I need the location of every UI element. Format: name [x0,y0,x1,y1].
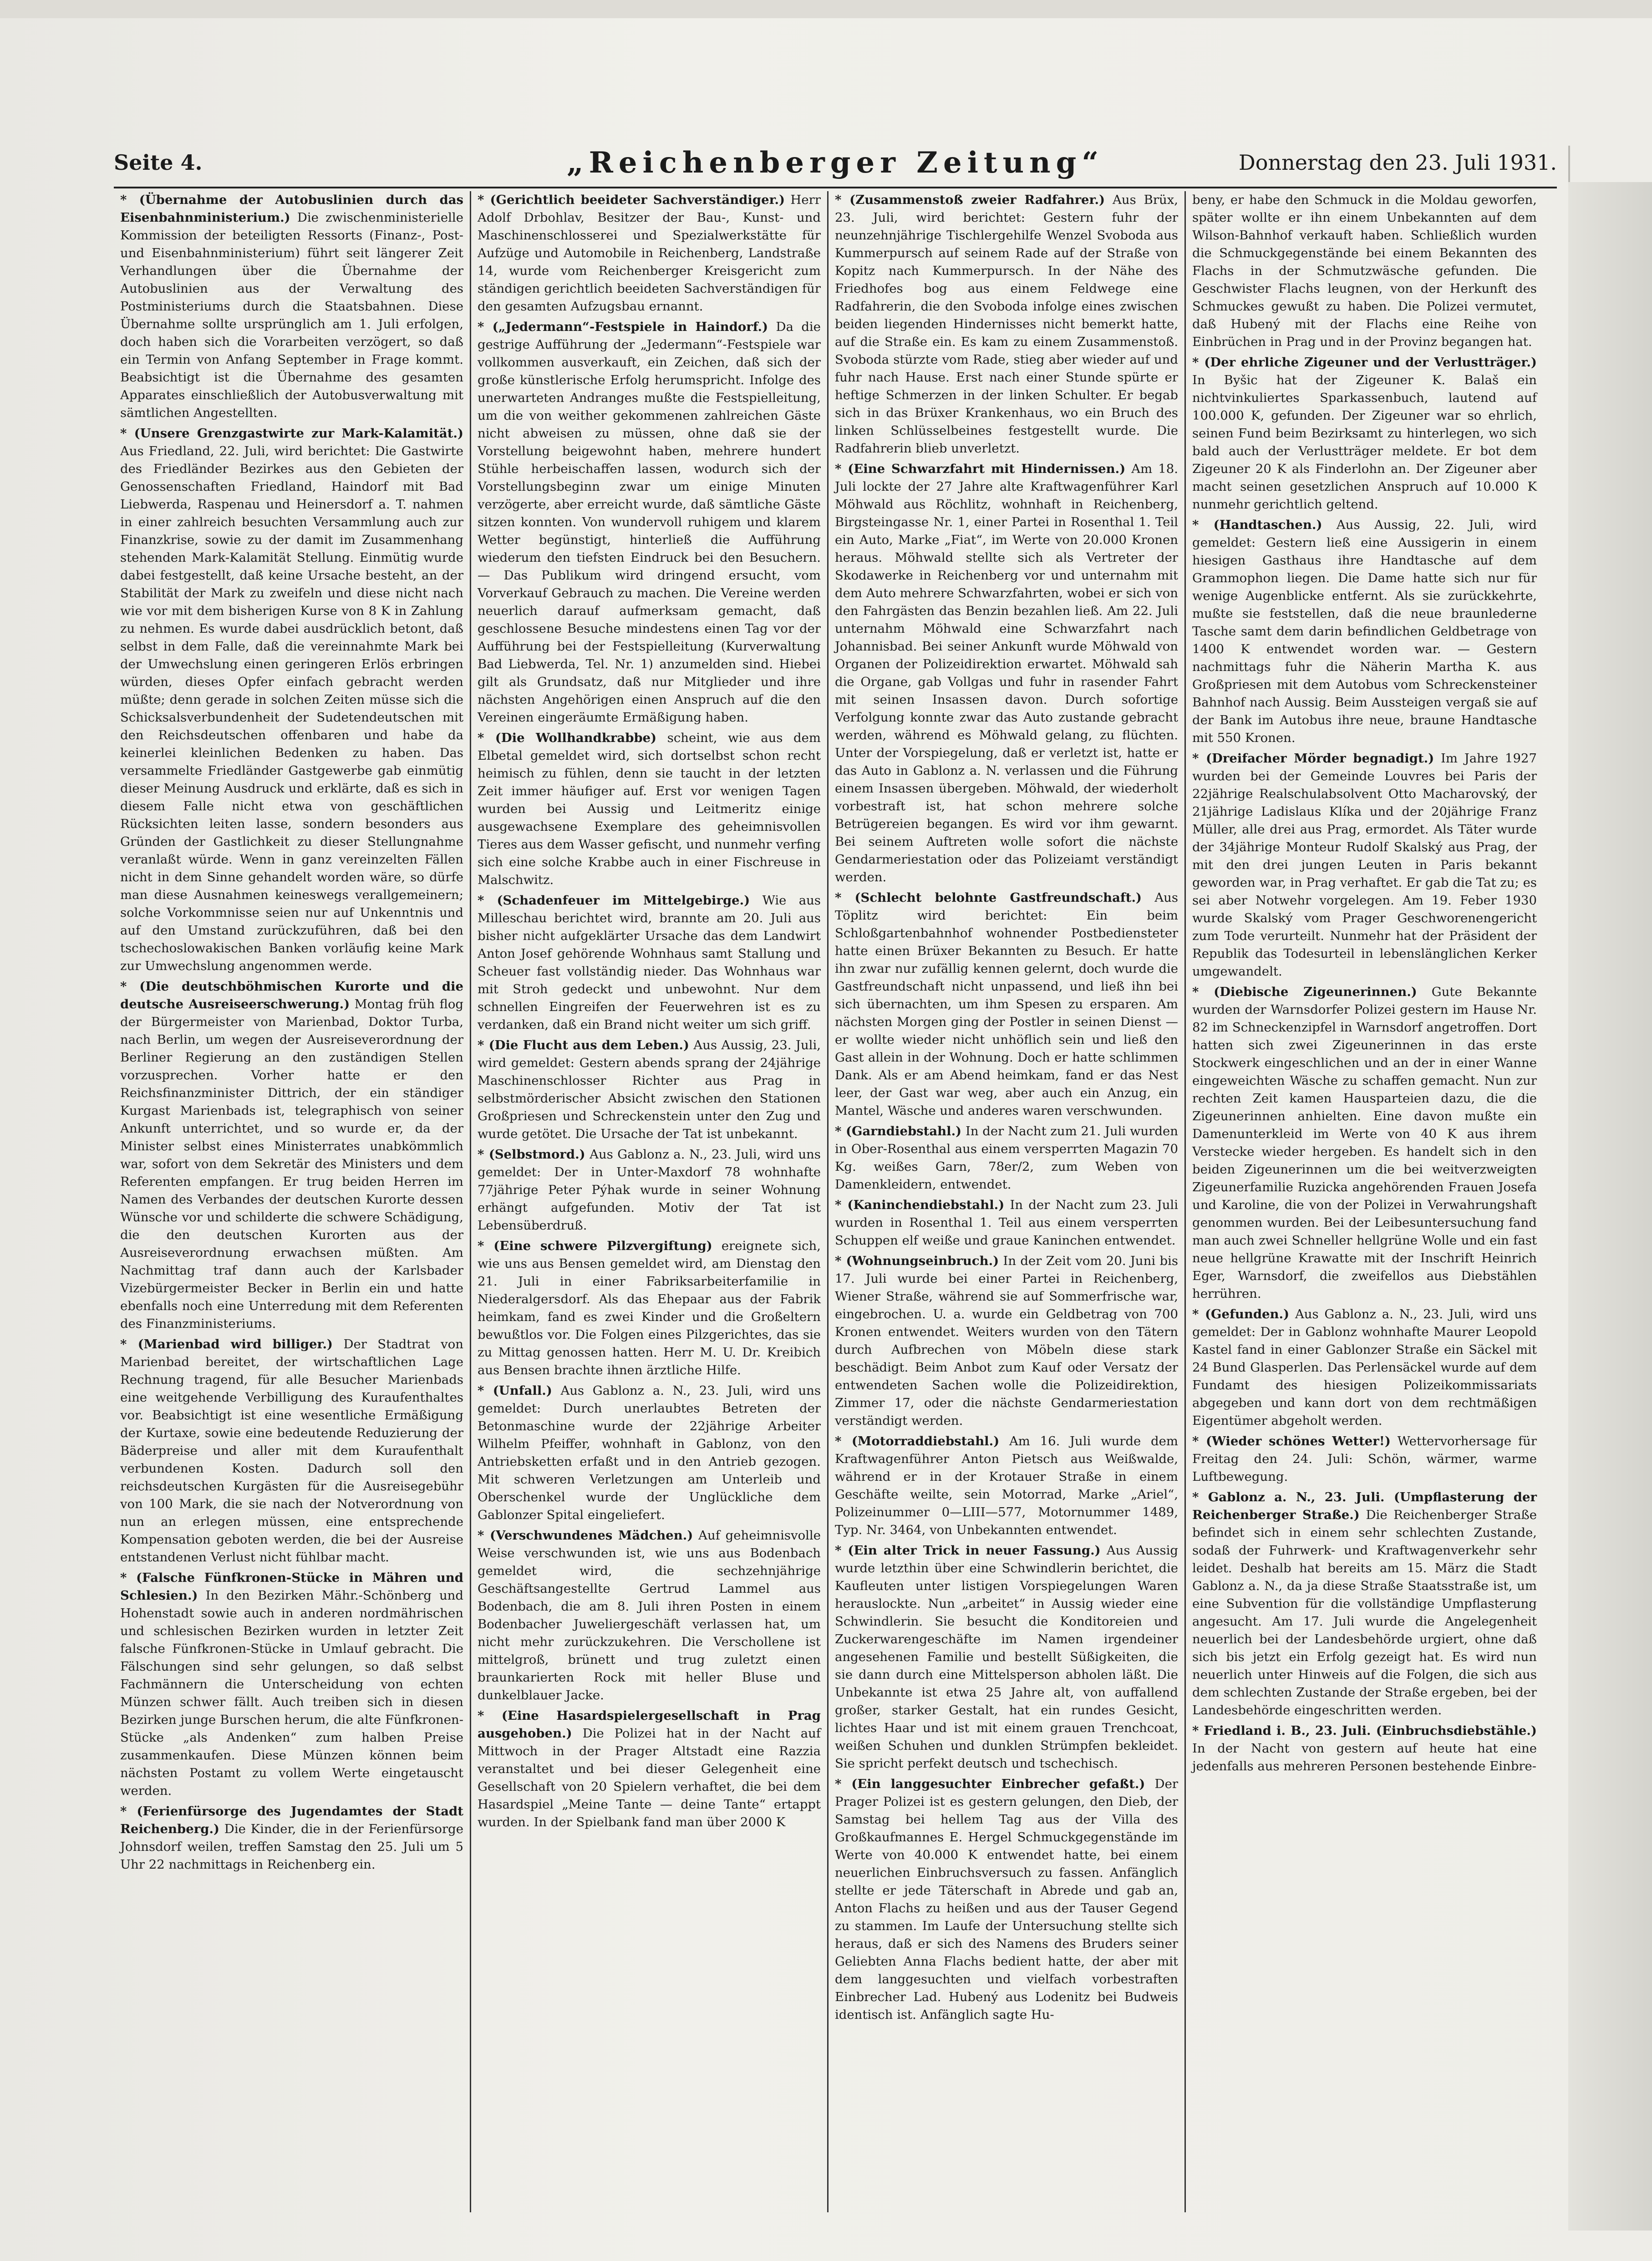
news-item [835,1123,1178,1194]
news-item-headline: * (Handtaschen.) [1192,518,1322,532]
news-item-body: Der Prager Polizei ist es gestern gelungen, den Dieb, der Samstag bei hellem Tag aus der Villa des Großkaufmannes E. Hergel Schmuckgegenstände im Werte von 40.000 K entwendet hatte, bei einem neuerlichen Einbruchsversuch zu fassen. Anfänglich stellte er jede Täterschaft in Abrede und gab an, Anton Flachs zu heißen und aus der Tauser Gegend zu stammen. Im Laufe der Untersuchung stellte sich heraus, daß er sich des Namens des Bruders seiner Geliebten Anna Flachs bedient hatte, der aber mit dem langgesuchten und vielfach vorbestraften Einbrecher Lad. Hubený aus Lodenitz bei Budweis identisch ist. Anfänglich sagte Hu- [835,1777,1178,2022]
news-item [1192,1489,1537,1719]
adjacent-page-edge [1568,182,1652,2231]
news-item-headline: * (Der ehrliche Zigeuner und der Verlustträger.) [1192,355,1537,370]
news-item [1192,516,1537,747]
columns [114,191,1557,2212]
news-item-body: Die Polizei hat in der Nacht auf Mittwoch in der Prager Altstadt eine Razzia veranstaltet und bei dieser Gelegenheit eine Gesellschaft von 20 Spielern verhaftet, die bei dem Hasardspiel „Meine Tante — deine Tante“ ertappt wurden. In der Spielbank fand man über 2000 K [478,1726,821,1829]
news-item [835,460,1178,886]
news-item-body: Die Kinder, die in der Ferienfürsorge Johnsdorf weilen, treffen Samstag den 25. Juli um 5 Uhr 22 nachmittags in Reichenberg ein. [120,1822,463,1872]
news-item-headline: * (Gerichtlich beeideter Sachverständiger.) [478,193,785,207]
news-item-body: Am 18. Juli lockte der 27 Jahre alte Kraftwagenführer Karl Möhwald aus Röchlitz, wohnhaft in Reichenberg, Birgsteingasse Nr. 1, einer Partei in Rosenthal 1. Teil ein Auto, Marke „Fiat“, im Werte von 20.000 Kronen heraus. Möhwald stellte sich als Vertreter der Skodawerke in Reichenberg vor und unternahm mit dem Auto mehrere Schwarzfahrten, wobei er sich von den Fahrgästen das Benzin bezahlen ließ. Am 22. Juli unternahm Möhwald eine Schwarzfahrt nach Johannisbad. Bei seiner Ankunft wurde Möhwald von Organen der Polizeidirektion erwartet. Möhwald sah die Organe, gab Vollgas und fuhr in rasender Fahrt mit seinen Insassen davon. Durch sofortige Verfolgung konnte zwar das Auto zustande gebracht werden, während es Möhwald gelang, zu flüchten. Unter der Vorspiegelung, daß er verletzt ist, hatte er das Auto in Gablonz a. N. verlassen und die Führung einem Insassen übergeben. Möhwald, der wiederholt vorbestraft ist, hat schon mehrere solche Betrügereien begangen. Es wird vor ihm gewarnt. Bei seinem Auftreten wolle sofort die nächste Gendarmeriestation oder das Polizeiamt verständigt werden. [835,462,1178,884]
news-item-headline: * (Eine Schwarzfahrt mit Hindernissen.) [835,462,1125,476]
news-item [478,1037,821,1143]
news-item [478,1382,821,1524]
news-item [120,1336,463,1566]
news-item [835,1433,1178,1539]
news-item-headline: * (Wohnungseinbruch.) [835,1254,999,1268]
news-item [478,1237,821,1379]
news-item-headline: * (Kaninchendiebstahl.) [835,1198,1004,1212]
news-item [120,425,463,975]
news-item [120,978,463,1333]
news-item [1192,1306,1537,1430]
news-item [120,1569,463,1800]
news-item-headline: * (Unfall.) [478,1383,552,1398]
news-item-body: Auf geheimnisvolle Weise verschwunden ist, wie uns aus Bodenbach gemeldet wird, die sechzehnjährige Geschäftsangestellte Gertrud Lammel aus Bodenbach, die am 8. Juli ihren Posten in einem Bodenbacher Juweliergeschäft verlassen hat, um nicht mehr zurückzukehren. Die Verschollene ist mittelgroß, brünett und trug zuletzt einen braunkarierten Rock mit heller Bluse und dunkelblauer Jacke. [478,1528,821,1702]
news-item-headline: * (Eine schwere Pilzvergiftung) [478,1239,712,1253]
page-top-edge [0,0,1652,18]
news-item-body: In den Bezirken Mähr.-Schönberg und Hohenstadt sowie auch in anderen nordmährischen und schlesischen Bezirken wurden in letzter Zeit falsche Fünfkronen-Stücke in Umlauf gebracht. Die Fälschungen sind sehr gelungen, so daß selbst Fachmännern die Unterscheidung von echten Münzen schwer fällt. Auch treiben sich in diesen Bezirken junge Burschen herum, die alte Fünfkronen-Stücke „als Andenken“ zum halben Preise zusammenkaufen. Diese Münzen können beim nächsten Postamt zu vollem Werte eingetauscht werden. [120,1588,463,1798]
news-item [478,318,821,727]
news-item-headline: * (Eine Hasardspielergesellschaft in Prag ausgehoben.) [478,1708,821,1741]
news-item-headline: * (Falsche Fünfkronen-Stücke in Mähren und Schlesien.) [120,1570,463,1603]
news-item [478,1707,821,1831]
news-item [835,1542,1178,1773]
news-item [120,191,463,422]
news-item-body: Aus Gablonz a. N., 23. Juli, wird uns gemeldet: Der in Gablonz wohnhafte Maurer Leopold Kastel fand in einer Gablonzer Straße ein Säckel mit 24 Bund Glasperlen. Das Perlensäckel wurde auf dem Fundamt des hiesigen Polizeikommissariats abgegeben und kann dort von dem rechtmäßigen Eigentümer abgeholt werden. [1192,1307,1537,1428]
news-item [1192,191,1537,351]
news-item-body: scheint, wie aus dem Elbetal gemeldet wird, sich dortselbst schon recht heimisch zu fühlen, denn sie taucht in der letzten Zeit immer häufiger auf. Erst vor wenigen Tagen wurden bei Aussig und Leitmeritz einige ausgewachsene Exemplare des geheimnisvollen Tieres aus dem Wasser gefischt, und nunmehr verfing sich eine solche Krabbe auch in einer Fischreuse in Malschwitz. [478,731,821,887]
news-item-body: In der Nacht zum 23. Juli wurden in Rosenthal 1. Teil aus einem versperrten Schuppen elf weiße und graue Kaninchen entwendet. [835,1198,1178,1248]
news-item [1192,750,1537,981]
news-item-body: Die Reichenberger Straße befindet sich in einem sehr schlechten Zustande, sodaß der Fuhrwerk- und Kraftwagenverkehr sehr leidet. Deshalb hat bereits am 15. März die Stadt Gablonz a. N., da ja diese Straße Staatsstraße ist, um eine Subvention für die vollständige Umpflasterung angesucht. Am 17. Juli wurde die Angelegenheit neuerlich bei der Landesbehörde urgiert, ohne daß sich bis jetzt ein Erfolg gezeigt hat. Es wird nun neuerlich unter Hinweis auf die Folgen, die sich aus dem schlechten Zustande der Straße ergeben, bei der Landesbehörde eingeschritten werden. [1192,1508,1537,1717]
news-item [1192,983,1537,1303]
news-item-headline: * (Schlecht belohnte Gastfreundschaft.) [835,890,1142,905]
news-item-headline: * (Gefunden.) [1192,1307,1289,1321]
column-4 [1186,191,1543,2212]
page-number: Seite 4. [114,150,203,175]
news-item [835,889,1178,1120]
news-item-body: ereignete sich, wie uns aus Bensen gemeldet wird, am Dienstag den 21. Juli in einer Fabriksarbeiterfamilie in Niederalgersdorf. Als das Ehepaar aus der Fabrik heimkam, fand es zwei Kinder und die Großeltern bewußtlos vor. Die Folgen eines Pilzgerichtes, das sie zu Mittag genossen hatten. Herr M. U. Dr. Kreibich aus Bensen brachte ihnen ärztliche Hilfe. [478,1239,821,1377]
news-item-body: beny, er habe den Schmuck in die Moldau geworfen, später wollte er ihn einem Unbekannten auf dem Wilson-Bahnhof verkauft haben. Schließlich wurden die Schmuckgegenstände bei einem Bekannten des Flachs in der Schmutzwäsche gefunden. Die Geschwister Flachs leugnen, von der Herkunft des Schmuckes gewußt zu haben. Die Polizei vermutet, daß Hubený mit der Flachs eine Reihe von Einbrüchen in Prag und in der Provinz begangen hat. [1192,193,1537,349]
news-item-headline: * (Motorraddiebstahl.) [835,1434,999,1448]
news-item-headline: * (Marienbad wird billiger.) [120,1337,333,1352]
masthead: „Reichenberger Zeitung“ [566,146,1104,180]
news-item-body: Am 16. Juli wurde dem Kraftwagenführer Anton Pietsch aus Weißwalde, während er in der Krotauer Straße in einem Geschäfte weilte, sein Motorrad, Marke „Ariel“, Polizeinummer 0—LIII—577, Motornummer 1489, Typ. Nr. 3464, von Unbekannten entwendet. [835,1434,1178,1537]
news-item-body: Im Jahre 1927 wurden bei der Gemeinde Louvres bei Paris der 22jährige Realschulabsolvent Otto Macharovský, der 21jährige Ladislaus Klíka und der 20jährige Franz Müller, alle drei aus Prag, ermordet. Als Täter wurde der 34jährige Monteur Rudolf Skalský aus Prag, der mit den drei jungen Leuten in Paris bekannt geworden war, in Prag verhaftet. Er gab die Tat zu; es sei aber Notwehr vorgelegen. Am 19. Feber 1930 wurde Skalský vom Prager Geschworenengericht zum Tode verurteilt. Nunmehr hat der Präsident der Republik das Todesurteil in lebenslänglichen Kerker umgewandelt. [1192,751,1537,979]
news-item-body: Montag früh flog der Bürgermeister von Marienbad, Doktor Turba, nach Berlin, um wegen der Ausreiseverordnung der Berliner Regierung an den zuständigen Stellen vorzusprechen. Vorher hatte er den Reichsfinanzminister Dittrich, der ein ständiger Kurgast Marienbads ist, telegraphisch von seiner Ankunft unterrichtet, und so wurde er, da der Minister selbst eines Ministerrates unabkömmlich war, sofort von dem Sekretär des Ministers und dem Referenten empfangen. Er trug beiden Herren im Namen des Verbandes der deutschen Kurorte dessen Wünsche vor und schilderte die schwere Schädigung, die den deutschen Kurorten aus der Ausreiseverordnung erwachsen müßten. Am Nachmittag traf dann auch der Karlsbader Vizebürgermeister Becker in Berlin ein und hatte ebenfalls noch eine Unterredung mit dem Referenten des Finanzministeriums. [120,997,463,1331]
news-item-headline: * (Die deutschböhmischen Kurorte und die deutsche Ausreiseerschwerung.) [120,979,463,1011]
news-item-headline: * (Zusammenstoß zweier Radfahrer.) [835,193,1105,207]
news-item-body: Aus Aussig, 22. Juli, wird gemeldet: Gestern ließ eine Aussigerin in einem hiesigen Gasthaus ihre Handtasche auf dem Grammophon liegen. Die Dame hatte sich nur für wenige Augenblicke entfernt. Als sie zurückkehrte, mußte sie feststellen, daß die neue braunlederne Tasche samt dem darin befindlichen Geldbetrage von 1400 K entwendet worden war. — Gestern nachmittags fuhr die Näherin Martha K. aus Großpriesen mit dem Autobus vom Schreckensteiner Bahnhof nach Aussig. Beim Aussteigen vergaß sie auf der Bank im Autobus ihre neue, braune Handtasche mit 550 Kronen. [1192,518,1537,745]
news-item-headline: * (Unsere Grenzgastwirte zur Mark-Kalamität.) [120,426,463,441]
news-item-headline: * (Ein langgesuchter Einbrecher gefaßt.) [835,1777,1145,1791]
news-item-body: Aus Gablonz a. N., 23. Juli, wird uns gemeldet: Durch unerlaubtes Betreten der Betonmaschine wurde der 22jährige Arbeiter Wilhelm Pfeiffer, wohnhaft in Gablonz, von den Antriebsketten erfaßt und in den Antrieb gezogen. Mit schweren Verletzungen am Unterleib und Oberschenkel wurde der Unglückliche dem Gablonzer Spital eingeliefert. [478,1383,821,1522]
news-item [478,729,821,889]
news-item-body: In der Nacht von gestern auf heute hat eine jedenfalls aus mehreren Personen bestehende Einbre- [1192,1741,1537,1773]
news-item [478,892,821,1034]
news-item-body: Die zwischenministerielle Kommission der beteiligten Ressorts (Finanz-, Post- und Eisenbahnministerium) führt seit längerer Zeit Verhandlungen über die Übernahme der Autobuslinien aus der Verwaltung des Postministeriums durch die Staatsbahnen. Diese Übernahme sollte ursprünglich am 1. Juli erfolgen, doch haben sich die Vorarbeiten verzögert, so daß ein Termin von Anfang September in Frage kommt. Beabsichtigt ist die Übernahme des gesamten Apparates einschließlich der Autobusverwaltung mit sämtlichen Angestellten. [120,210,463,420]
news-item-headline: * (Diebische Zigeunerinnen.) [1192,985,1417,999]
news-item-body: Aus Brüx, 23. Juli, wird berichtet: Gestern fuhr der neunzehnjährige Tischlergehilfe Wenzel Svoboda aus Kummerpursch auf seinem Rade auf der Straße von Kopitz nach Kummerpursch. In der Nähe des Friedhofes bog aus einem Feldwege eine Radfahrerin, die den Svoboda infolge eines zwischen beiden liegenden Hindernisses nicht bemerkt hatte, auf die Straße ein. Es kam zu einem Zusammenstoß. Svoboda stürzte vom Rade, stieg aber wieder auf und fuhr nach Hause. Erst nach einer Stunde spürte er heftige Schmerzen in der linken Schulter. Er begab sich in das Brüxer Krankenhaus, wo ein Bruch des linken Schlüsselbeines festgestellt wurde. Die Radfahrerin blieb unverletzt. [835,193,1178,456]
news-item-headline: * (Die Flucht aus dem Leben.) [478,1038,689,1052]
news-item [835,1252,1178,1430]
news-item [478,1527,821,1704]
column-2 [471,191,829,2212]
news-item-body: Wettervorhersage für Freitag den 24. Juli: Schön, wärmer, warme Luftbewegung. [1192,1434,1537,1484]
news-item-headline: * („Jedermann“-Festspiele in Haindorf.) [478,320,768,334]
news-item-headline: * (Ein alter Trick in neuer Fassung.) [835,1543,1101,1558]
news-item-headline: * Gablonz a. N., 23. Juli. (Umpflasterung der Reichenberger Straße.) [1192,1490,1537,1522]
news-item-body: In Byšic hat der Zigeuner K. Balaš ein nichtvinkuliertes Sparkassenbuch, lautend auf 100.000 K, gefunden. Der Zigeuner war so ehrlich, seinen Fund beim Bezirksamt zu hinterlegen, wo sich bald auch der Verlustträger meldete. Er bot dem Zigeuner 20 K als Finderlohn an. Der Zigeuner aber macht seinen gesetzlichen Anspruch auf 10.000 K nunmehr gerichtlich geltend. [1192,373,1537,512]
news-item-headline: * (Die Wollhandkrabbe) [478,731,656,745]
news-item [478,1146,821,1235]
news-item-headline: * (Dreifacher Mörder begnadigt.) [1192,751,1434,766]
news-item-body: Aus Gablonz a. N., 23. Juli, wird uns gemeldet: Der in Unter-Maxdorf 78 wohnhafte 77jährige Peter Pýhak wurde in seiner Wohnung erhängt aufgefunden. Motiv der Tat ist Lebensüberdruß. [478,1147,821,1233]
news-item-headline: * (Selbstmord.) [478,1147,585,1162]
news-item-body: Gute Bekannte wurden der Warnsdorfer Polizei gestern im Hause Nr. 82 im Schneckenzipfel in Warnsdorf angetroffen. Dort hatten sich zwei Zigeunerinnen in das erste Stockwerk eingeschlichen und an der in einer Wanne eingeweichten Wäsche zu schaffen gemacht. Nun zur rechten Zeit kamen Hausparteien dazu, die die Zigeunerinnen anhielten. Eine davon mußte ein Damenunterkleid im Werte von 40 K aus ihrem Verstecke wieder hergeben. Es handelt sich in den beiden Zigeunerinnen um die bei weitverzweigten Zigeunerfamilie Ruzicka angehörenden Frauen Josefa und Karoline, die von der Polizei in Verwahrungshaft genommen wurden. Bei der Leibesuntersuchung fand man auch zwei Schneller hellgrüne Wolle und ein fast neue hellgrüne Krawatte mit der Inschrift Heinrich Eger, Warnsdorf, die zweifellos aus Diebstählen herrühren. [1192,985,1537,1301]
news-item [835,1196,1178,1250]
column-1 [114,191,471,2212]
news-item-body: Aus Aussig, 23. Juli, wird gemeldet: Gestern abends sprang der 24jährige Maschinenschlosser Richter aus Prag in selbstmörderischer Absicht zwischen den Stationen Großpriesen und Schreckenstein unter den Zug und wurde getötet. Die Ursache der Tat ist unbekannt. [478,1038,821,1141]
news-item [835,1775,1178,2024]
news-item-headline: * (Verschwundenes Mädchen.) [478,1528,693,1543]
news-item-body: Aus Friedland, 22. Juli, wird berichtet: Die Gastwirte des Friedländer Bezirkes aus den Gebieten der Genossenschaften Friedland, Haindorf mit Bad Liebwerda, Raspenau und Heinersdorf a. T. nahmen in einer zahlreich besuchten Versammlung auch zur Finanzkrise, sowie zu der damit im Zusammenhang stehenden Mark-Kalamität Stellung. Einmütig wurde dabei festgestellt, daß keine Ursache besteht, an der Stabilität der Mark zu zweifeln und diese nicht nach wie vor mit dem bisherigen Kurse von 8 K in Zahlung zu nehmen. Es wurde dabei ausdrücklich betont, daß selbst in dem Falle, daß die vereinnahmte Mark bei der Umwechslung einen geringeren Erlös erbringen würden, dieses Opfer einfach gebracht werden müßte; denn gerade in solchen Zeiten müsse sich die Schicksalsverbundenheit der Sudetendeutschen mit den Reichsdeutschen offenbaren und habe da keinerlei kleinlichen Bedenken zu haben. Das versammelte Friedländer Gastgewerbe gab einmütig dieser Meinung Ausdruck und erklärte, daß es sich in diesem Falle nicht etwa von geschäftlichen Rücksichten leiten lasse, sondern besonders aus Gründen der Gastlichkeit zu dieser Stellungnahme veranlaßt würde. Wenn in ganz vereinzelten Fällen nicht in dem Sinne gehandelt worden wäre, so dürfe man diese Ausnahmen keineswegs verallgemeinern; solche Vorkommnisse seien nur auf Unkenntnis und auf den Umstand zurückzuführen, daß bei den tschechoslowakischen Banken vorläufig keine Mark zur Umwechslung angenommen werde. [120,444,463,973]
news-item-body: Aus Töplitz wird berichtet: Ein beim Schloßgartenbahnhof wohnender Postbediensteter hatte einen Brüxer Bekannten zu Besuch. Er hatte ihn zwar nur zufällig kennen gelernt, doch wurde die Gastfreundschaft nicht unpassend, und ließ ihn bei sich übernachten, um ihm Spesen zu ersparen. Am nächsten Morgen ging der Postler in seinen Dienst — er wollte wieder nicht unhöflich sein und ließ den Gast allein in der Wohnung. Doch er hatte schlimmen Dank. Als er am Abend heimkam, fand er das Nest leer, der Gast war weg, aber auch ein Anzug, ein Mantel, Wäsche und anderes waren verschwunden. [835,890,1178,1118]
news-item-headline: * (Übernahme der Autobuslinien durch das Eisenbahnministerium.) [120,193,463,225]
page-header [114,146,1557,188]
news-item-body: Herr Adolf Drbohlav, Besitzer der Bau-, Kunst- und Maschinenschlosserei und Spezialwerkstätte für Aufzüge und Automobile in Reichenberg, Landstraße 14, wurde vom Reichenberger Kreisgericht zum ständigen gerichtlich beeideten Sachverständigen für den gesamten Aufzugsbau ernannt. [478,193,821,314]
news-item-body: In der Zeit vom 20. Juni bis 17. Juli wurde bei einer Partei in Reichenberg, Wiener Straße, während sie auf Sommerfrische war, eingebrochen. U. a. wurde ein Geldbetrag von 700 Kronen entwendet. Weiters wurden von den Tätern durch Aufbrechen von Möbeln diese stark beschädigt. Beim Anbot zum Kauf oder Versatz der entwendeten Sachen wolle die Polizeidirektion, Zimmer 17, oder die nächste Gendarmeriestation verständigt werden. [835,1254,1178,1428]
news-item-headline: * Friedland i. B., 23. Juli. (Einbruchsdiebstähle.) [1192,1723,1537,1738]
news-item [835,191,1178,457]
news-item-body: Da die gestrige Aufführung der „Jedermann“-Festspiele war vollkommen ausverkauft, ein Zeichen, daß sich der große künstlerische Erfolg herumspricht. Infolge des unerwarteten Andranges mußte die Festspielleitung, um die von weither gekommenen zahlreichen Gäste nicht abweisen zu müssen, ohne daß sie der Vorstellung beigewohnt haben, mehrere hundert Stühle herbeischaffen lassen, wodurch sich der Vorstellungsbeginn zwar um einige Minuten verzögerte, aber erreicht wurde, daß sämtliche Gäste sitzen konnten. Von wundervoll ruhigem und klarem Wetter begünstigt, hinterließ die Aufführung wiederum den tiefsten Eindruck bei den Besuchern. — Das Publikum wird dringend ersucht, vom Vorverkauf Gebrauch zu machen. Die Vereine werden neuerlich darauf aufmerksam gemacht, daß geschlossene Besuche mindestens einen Tag vor der Aufführung bei der Festspielleitung (Kurverwaltung Bad Liebwerda, Tel. Nr. 1) anzumelden sind. Hiebei gilt als Grundsatz, daß nur Mitglieder und ihre nächsten Angehörigen einen Anspruch auf die den Vereinen eingeräumte Ermäßigung haben. [478,320,821,725]
news-item-body: Wie aus Milleschau berichtet wird, brannte am 20. Juli aus bisher nicht aufgeklärter Ursache das dem Landwirt Anton Josef gehörende Wohnhaus samt Stallung und Scheuer fast vollständig nieder. Das Wohnhaus war mit Stroh gedeckt und unbewohnt. Nur dem schnellen Eingreifen der Feuerwehren ist es zu verdanken, daß ein Brand nicht weiter um sich griff. [478,893,821,1032]
issue-date: Donnerstag den 23. Juli 1931. [1238,150,1557,175]
column-3 [829,191,1186,2212]
news-item-headline: * (Garndiebstahl.) [835,1124,961,1138]
news-item [1192,1433,1537,1486]
news-item-headline: * (Wieder schönes Wetter!) [1192,1434,1391,1448]
news-item-body: Aus Aussig wurde letzthin über eine Schwindlerin berichtet, die Kaufleuten unter listigen Vorspiegelungen Waren herauslockte. Nun „arbeitet“ in Aussig wieder eine Schwindlerin. Sie besucht die Konditoreien und Zuckerwarengeschäfte im Namen irgendeiner angesehenen Familie und bestellt Süßigkeiten, die sie dann durch eine Mittelsperson abholen läßt. Die Unbekannte ist etwa 25 Jahre alt, von auffallend großer, starker Gestalt, hat ein rundes Gesicht, lichtes Haar und ist mit einem grauen Trenchcoat, weißen Schuhen und dunklen Strümpfen bekleidet. Sie spricht perfekt deutsch und tschechisch. [835,1543,1178,1771]
news-item-headline: * (Ferienfürsorge des Jugendamtes der Stadt Reichenberg.) [120,1804,463,1836]
news-item [1192,1722,1537,1775]
news-item-headline: * (Schadenfeuer im Mittelgebirge.) [478,893,750,908]
news-item-body: Der Stadtrat von Marienbad bereitet, der wirtschaftlichen Lage Rechnung tragend, für alle Besucher Marienbads eine weitgehende Verbilligung des Kuraufenthaltes vor. Beabsichtigt ist eine wesentliche Ermäßigung der Kurtaxe, sowie eine bedeutende Reduzierung der Bäderpreise und aller mit dem Kuraufenthalt verbundenen Kosten. Dadurch soll den reichsdeutschen Kurgästen für die Ausreisegebühr von 100 Mark, die sie nach der Notverordnung von nun an erlegen müssen, eine entsprechende Kompensation geboten werden, die bei der Ausreise entstandenen Verlust nicht fühlbar macht. [120,1337,463,1565]
news-item [1192,354,1537,513]
news-item [120,1803,463,1874]
news-item-body: In der Nacht zum 21. Juli wurden in Ober-Rosenthal aus einem versperrten Magazin 70 Kg. weißes Garn, 78er/2, zum Weben von Damenkleidern, entwendet. [835,1124,1178,1192]
news-item [478,191,821,315]
